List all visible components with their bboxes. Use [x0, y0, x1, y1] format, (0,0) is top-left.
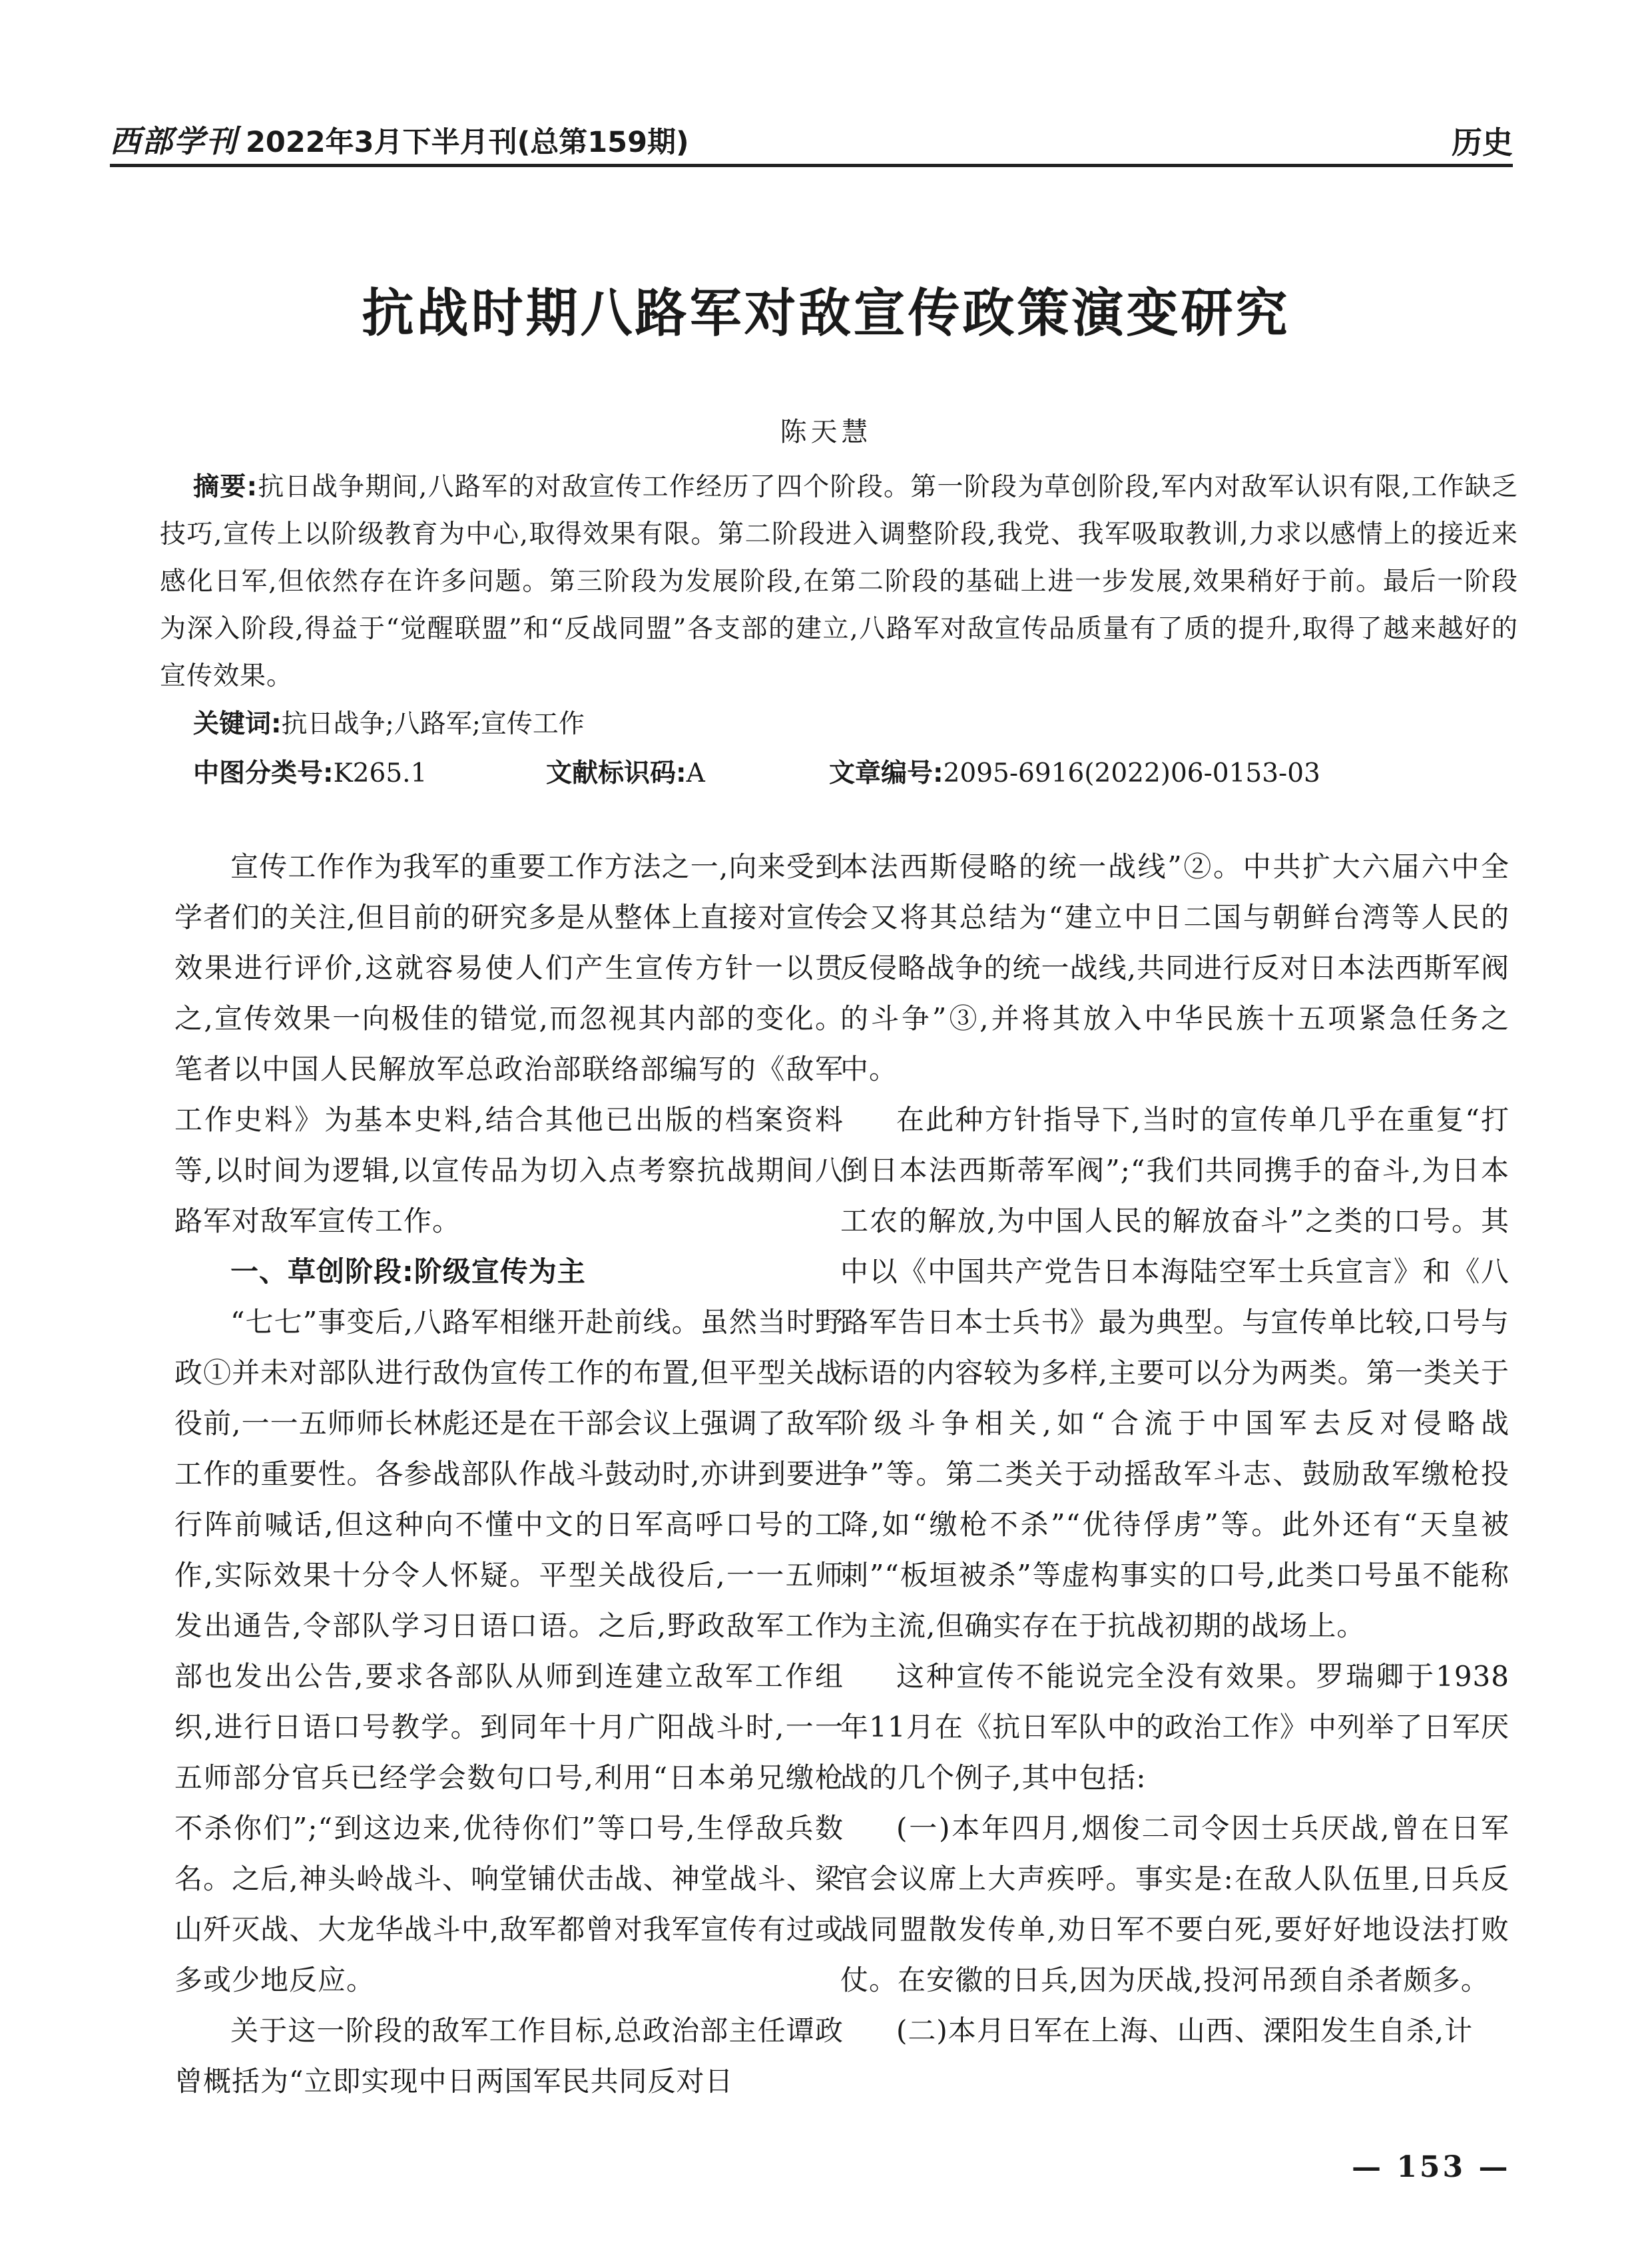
clc-number [193, 752, 427, 790]
running-header [110, 115, 1513, 167]
paragraph: 在此种方针指导下,当时的宣传单几乎在重复“打倒日本法西斯蒂军阀”;“我们共同携手的奋斗,为日本工农的解放,为中国人民的解放奋斗”之类的口号。其中以《中国共产党告日本海陆空军士兵宣言》和《八路军告日本士兵书》最为典型。与宣传单比较,口号与标语的内容较为多样,主要可以分为两类。第一类关于阶级斗争相关,如“合流于中国军去反对侵略战争”等。第二类关于动摇敌军斗志、鼓励敌军缴枪投降,如“缴枪不杀”“优待俘虏”等。此外还有“天皇被刺”“板垣被杀”等虚构事实的口号,此类口号虽不能称为主流,但确实存在于抗战初期的战场上。 [840, 1103, 1510, 1642]
clc-value: K265.1 [333, 758, 427, 788]
paragraph: (二)本月日军在上海、山西、溧阳发生自杀,计 [896, 2014, 1474, 2047]
abstract-text: 抗日战争期间,八路军的对敌宣传工作经历了四个阶段。第一阶段为草创阶段,军内对敌军认识有限,工作缺乏技巧,宣传上以阶级教育为中心,取得效果有限。第二阶段进入调整阶段,我党、我军吸取教训,力求以感情上的接近来感化日军,但依然存在许多问题。第三阶段为发展阶段,在第二阶段的基础上进一步发展,效果稍好于前。最后一阶段为深入阶段,得益于“觉醒联盟”和“反战同盟”各支部的建立,八路军对敌宣传品质量有了质的提升,取得了越来越好的宣传效果。 [160, 472, 1518, 691]
doc-code-value: A [686, 758, 705, 788]
article-number [829, 752, 1320, 790]
article-no-label: 文章编号: [829, 758, 944, 788]
paragraph: “七七”事变后,八路军相继开赴前线。虽然当时野政①并未对部队进行敌伪宣传工作的布置,但平型关战役前,一一五师师长林彪还是在干部会议上强调了敌军工作的重要性。各参战部队作战斗鼓动时,亦讲到要进行阵前喊话,但这种向不懂中文的日军高呼口号的工作,实际效果十分令人怀疑。平型关战役后,一一五师发出通告,令部队学习日语口语。之后,野政敌军工作部也发出公告,要求各部队从师到连建立敌军工作组织,进行日语口号教学。到同年十月广阳战斗时,一一五师部分官兵已经学会数句口号,利用“日本弟兄缴枪不杀你们”;“到这边来,优待你们”等口号,生俘敌兵数名。之后,神头岭战斗、响堂铺伏击战、神堂战斗、梁山歼灭战、大龙华战斗中,敌军都曾对我军宣传有过或多或少地反应。 [174, 1306, 844, 1996]
abstract-label: 摘要: [193, 472, 258, 502]
paragraph: 宣传工作作为我军的重要工作方法之一,向来受到学者们的关注,但目前的研究多是从整体上直接对宣传效果进行评价,这就容易使人们产生宣传方针一以贯之,宣传效果一向极佳的错觉,而忽视其内部的变化。笔者以中国人民解放军总政治部联络部编写的《敌军工作史料》为基本史料,结合其他已出版的档案资料等,以时间为逻辑,以宣传品为切入点考察抗战期间八路军对敌军宣传工作。 [174, 850, 844, 1237]
abstract [160, 463, 1518, 700]
paragraph: 本法西斯侵略的统一战线”②。中共扩大六届六中全会又将其总结为“建立中日二国与朝鲜台湾等人民的反侵略战争的统一战线,共同进行反对日本法西斯军阀的斗争”③,并将其放入中华民族十五项紧急任务之中。 [840, 850, 1510, 1085]
journal-name: 西部学刊 [110, 123, 238, 159]
section-heading: 一、草创阶段:阶级宣传为主 [230, 1255, 586, 1288]
section-name: 历史 [1452, 125, 1513, 160]
doc-code-label: 文献标识码: [546, 758, 687, 788]
left-column [174, 842, 844, 2107]
right-column [840, 842, 1510, 2056]
keywords-text: 抗日战争;八路军;宣传工作 [281, 709, 585, 739]
page-number: — 153 — [1352, 2150, 1511, 2184]
document-code [546, 752, 705, 790]
paragraph: 关于这一阶段的敌军工作目标,总政治部主任谭政曾概括为“立即实现中日两国军民共同反对日 [174, 2014, 844, 2098]
article-no-value: 2095-6916(2022)06-0153-03 [943, 758, 1320, 788]
issue-info: 2022年3月下半月刊(总第159期) [246, 126, 689, 159]
keywords [193, 703, 585, 740]
clc-label: 中图分类号: [193, 758, 334, 788]
article-title: 抗战时期八路军对敌宣传政策演变研究 [362, 283, 1290, 344]
paragraph: 这种宣传不能说完全没有效果。罗瑞卿于1938年11月在《抗日军队中的政治工作》中列举了日军厌战的几个例子,其中包括: [840, 1660, 1510, 1794]
paragraph: (一)本年四月,烟俊二司令因士兵厌战,曾在日军官会议席上大声疾呼。事实是:在敌人队伍里,日兵反战同盟散发传单,劝日军不要白死,要好好地设法打败仗。在安徽的日兵,因为厌战,投河吊颈自杀者颇多。 [840, 1812, 1510, 1996]
keywords-label: 关键词: [193, 709, 282, 739]
author-name: 陈天慧 [780, 417, 872, 447]
